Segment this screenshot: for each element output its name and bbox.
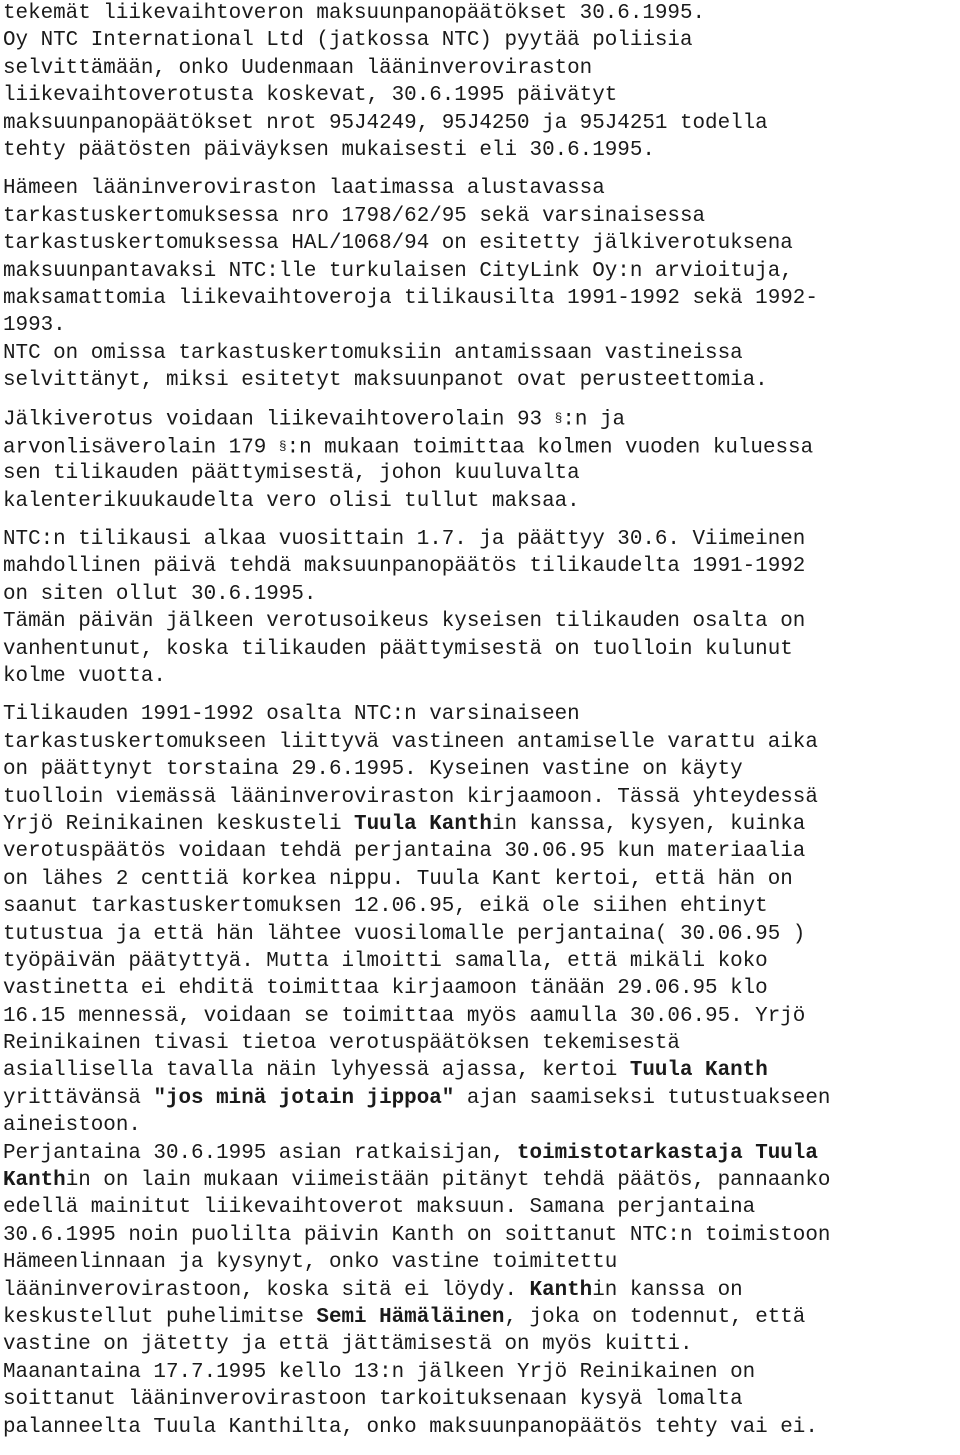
text-line xyxy=(3,1057,958,1084)
text-run: :n ja xyxy=(562,409,626,433)
text-line xyxy=(3,1112,958,1139)
para-intro-tail xyxy=(3,0,958,27)
text-line xyxy=(3,866,958,893)
text-line xyxy=(3,1304,958,1331)
text-line xyxy=(3,701,958,728)
text-run: on lähes 2 centtiä korkea nippu. Tuula Kant kertoi, että hän on xyxy=(3,867,793,891)
text-line xyxy=(3,1386,958,1413)
para-request xyxy=(3,27,958,164)
text-run: selvittämään, onko Uudenmaan lääninveroviraston xyxy=(3,56,593,80)
text-run: in kanssa, kysyen, kuinka xyxy=(491,812,806,836)
text-run: liikevaihtoverotusta koskevat, 30.6.1995 päivätyt xyxy=(3,84,618,108)
text-line xyxy=(3,636,958,663)
text-line xyxy=(3,82,958,109)
text-line xyxy=(3,838,958,865)
text-line xyxy=(3,1085,958,1112)
text-line xyxy=(3,811,958,838)
text-line xyxy=(3,1359,958,1386)
text-line xyxy=(3,405,958,432)
para-monday xyxy=(3,1359,958,1441)
text-line xyxy=(3,1277,958,1304)
text-run: 30.6.1995 noin puolilta päivin Kanth on soittanut NTC:n toimistoon xyxy=(3,1223,831,1247)
text-run: vanhentunut, koska tilikauden päättymisestä on tuolloin kulunut xyxy=(3,637,793,661)
text-run: tarkastuskertomuksessa HAL/1068/94 on esitetty jälkiverotuksena xyxy=(3,232,793,256)
text-run: :n mukaan toimittaa kolmen vuoden kuluessa xyxy=(286,436,814,460)
text-run: Tämän päivän jälkeen verotusoikeus kyseisen tilikauden osalta on xyxy=(3,610,806,634)
text-line xyxy=(3,367,958,394)
bold-text-run: Kanth xyxy=(529,1278,593,1302)
text-run: Hämeenlinnaan ja kysynyt, onko vastine toimitettu xyxy=(3,1251,618,1275)
text-run: NTC:n tilikausi alkaa vuosittain 1.7. ja päättyy 30.6. Viimeinen xyxy=(3,528,806,552)
text-line xyxy=(3,460,958,487)
text-line xyxy=(3,258,958,285)
text-line xyxy=(3,285,958,312)
text-run: edellä mainitut liikevaihtoverot maksuun. Samana perjantaina xyxy=(3,1196,756,1220)
text-run: asiallisella tavalla näin lyhyessä ajassa, kertoi xyxy=(3,1059,630,1083)
text-line xyxy=(3,0,958,27)
text-line xyxy=(3,488,958,515)
text-run: Yrjö Reinikainen keskusteli xyxy=(3,812,355,836)
text-line xyxy=(3,340,958,367)
para-fiscal-year xyxy=(3,526,958,608)
text-run: Hämeen lääninveroviraston laatimassa alustavassa xyxy=(3,177,605,201)
text-run: on siten ollut 30.6.1995. xyxy=(3,582,317,606)
text-run: verotuspäätös voidaan tehdä perjantaina 30.06.95 kun materiaalia xyxy=(3,840,806,864)
text-run: soittanut lääninverovirastoon tarkoituksenaan kysyä lomalta xyxy=(3,1388,743,1412)
text-run: Tilikauden 1991-1992 osalta NTC:n varsinaiseen xyxy=(3,703,580,727)
para-expiry xyxy=(3,608,958,690)
text-run: yrittävänsä xyxy=(3,1086,154,1110)
text-run: saanut tarkastuskertomuksen 12.06.95, eikä ole siihen ehtinyt xyxy=(3,895,768,919)
text-line xyxy=(3,975,958,1002)
text-run: Jälkiverotus voidaan liikevaihtoverolain 93 xyxy=(3,409,555,433)
text-run: maksuunpanopäätökset nrot 95J4249, 95J4250 ja 95J4251 todella xyxy=(3,111,768,135)
bold-text-run: Semi Hämäläinen xyxy=(316,1305,505,1329)
section-sign: § xyxy=(278,438,287,454)
text-line xyxy=(3,137,958,164)
text-run: tarkastuskertomuksessa nro 1798/62/95 sekä varsinaisessa xyxy=(3,204,706,228)
text-line xyxy=(3,203,958,230)
bold-text-run: Tuula Kanth xyxy=(629,1059,768,1083)
text-line xyxy=(3,1249,958,1276)
text-line xyxy=(3,1003,958,1030)
text-line xyxy=(3,581,958,608)
bold-text-run: Kanth xyxy=(3,1169,66,1193)
text-run: kolme vuotta. xyxy=(3,664,166,688)
para-friday xyxy=(3,1140,958,1359)
text-run: keskustellut puhelimitse xyxy=(3,1305,317,1329)
text-run: , joka on todennut, että xyxy=(504,1305,806,1329)
text-line xyxy=(3,729,958,756)
text-line xyxy=(3,1331,958,1358)
text-run: tuolloin viemässä lääninveroviraston kirjaamoon. Tässä yhteydessä xyxy=(3,785,818,809)
paragraph-gap xyxy=(3,515,958,526)
text-line xyxy=(3,230,958,257)
text-run: sen tilikauden päättymisestä, johon kuuluvalta xyxy=(3,462,580,486)
text-line xyxy=(3,433,958,460)
text-line xyxy=(3,526,958,553)
text-line xyxy=(3,1167,958,1194)
text-run: palanneelta Tuula Kanthilta, onko maksuunpanopäätös tehty vai ei. xyxy=(3,1415,818,1439)
text-line xyxy=(3,948,958,975)
text-run: Perjantaina 30.6.1995 asian ratkaisijan, xyxy=(3,1141,517,1165)
text-line xyxy=(3,893,958,920)
document-body xyxy=(3,0,958,1441)
text-run: lääninverovirastoon, koska sitä ei löydy. xyxy=(3,1278,530,1302)
section-sign: § xyxy=(554,411,563,427)
text-line xyxy=(3,1414,958,1441)
text-line xyxy=(3,55,958,82)
text-run: 1993. xyxy=(3,314,66,338)
text-run: vastinetta ei ehditä toimittaa kirjaamoon tänään 29.06.95 klo xyxy=(3,977,768,1001)
para-ntc-response xyxy=(3,340,958,395)
text-run: aineistoon. xyxy=(3,1114,141,1138)
text-run: vastine on jätetty ja että jättämisestä on myös kuitti. xyxy=(3,1333,693,1357)
text-line xyxy=(3,663,958,690)
text-run: in kanssa on xyxy=(592,1278,743,1302)
text-line xyxy=(3,921,958,948)
text-run: Maanantaina 17.7.1995 kello 13:n jälkeen Yrjö Reinikainen on xyxy=(3,1360,756,1384)
text-run: arvonlisäverolain 179 xyxy=(3,436,279,460)
text-run: tarkastuskertomukseen liittyvä vastineen antamiselle varattu aika xyxy=(3,730,818,754)
text-run: tutustua ja että hän lähtee vuosilomalle perjantaina( 30.06.95 ) xyxy=(3,922,806,946)
text-run: Oy NTC International Ltd (jatkossa NTC) pyytää poliisia xyxy=(3,29,693,53)
paragraph-gap xyxy=(3,164,958,175)
paragraph-gap xyxy=(3,690,958,701)
text-run: maksuunpantavaksi NTC:lle turkulaisen CityLink Oy:n arvioituja, xyxy=(3,259,793,283)
text-line xyxy=(3,608,958,635)
text-run: työpäivän päätyttyä. Mutta ilmoitti samalla, että mikäli koko xyxy=(3,949,768,973)
bold-text-run: toimistotarkastaja Tuula xyxy=(517,1141,818,1165)
text-line xyxy=(3,312,958,339)
text-run: ajan saamiseksi tutustuakseen xyxy=(454,1086,831,1110)
text-run: on päättynyt torstaina 29.6.1995. Kyseinen vastine on käyty xyxy=(3,758,743,782)
para-law xyxy=(3,405,958,515)
paragraph-gap xyxy=(3,394,958,405)
bold-text-run: Tuula Kanth xyxy=(354,812,492,836)
text-line xyxy=(3,784,958,811)
para-hame-report xyxy=(3,175,958,339)
text-line xyxy=(3,1140,958,1167)
text-line xyxy=(3,756,958,783)
text-run: Reinikainen tivasi tietoa verotuspäätöksen tekemisestä xyxy=(3,1032,680,1056)
para-events xyxy=(3,701,958,1139)
text-run: tehty päätösten päiväyksen mukaisesti eli 30.6.1995. xyxy=(3,138,655,162)
text-run: in on lain mukaan viimeistään pitänyt tehdä päätös, pannaanko xyxy=(65,1169,831,1193)
text-line xyxy=(3,27,958,54)
text-line xyxy=(3,1194,958,1221)
text-line xyxy=(3,110,958,137)
text-line xyxy=(3,1030,958,1057)
text-run: 16.15 mennessä, voidaan se toimittaa myös aamulla 30.06.95. Yrjö xyxy=(3,1004,806,1028)
text-run: maksamattomia liikevaihtoveroja tilikausilta 1991-1992 sekä 1992- xyxy=(3,286,818,310)
text-line xyxy=(3,553,958,580)
text-run: tekemät liikevaihtoveron maksuunpanopäätökset 30.6.1995. xyxy=(3,2,706,25)
text-run: kalenterikuukaudelta vero olisi tullut maksaa. xyxy=(3,489,580,513)
text-line xyxy=(3,175,958,202)
text-line xyxy=(3,1222,958,1249)
text-run: selvittänyt, miksi esitetyt maksuunpanot ovat perusteettomia. xyxy=(3,369,768,393)
bold-text-run: "jos minä jotain jippoa" xyxy=(153,1086,455,1110)
text-run: NTC on omissa tarkastuskertomuksiin antamissaan vastineissa xyxy=(3,341,743,365)
text-run: mahdollinen päivä tehdä maksuunpanopäätös tilikaudelta 1991-1992 xyxy=(3,555,806,579)
